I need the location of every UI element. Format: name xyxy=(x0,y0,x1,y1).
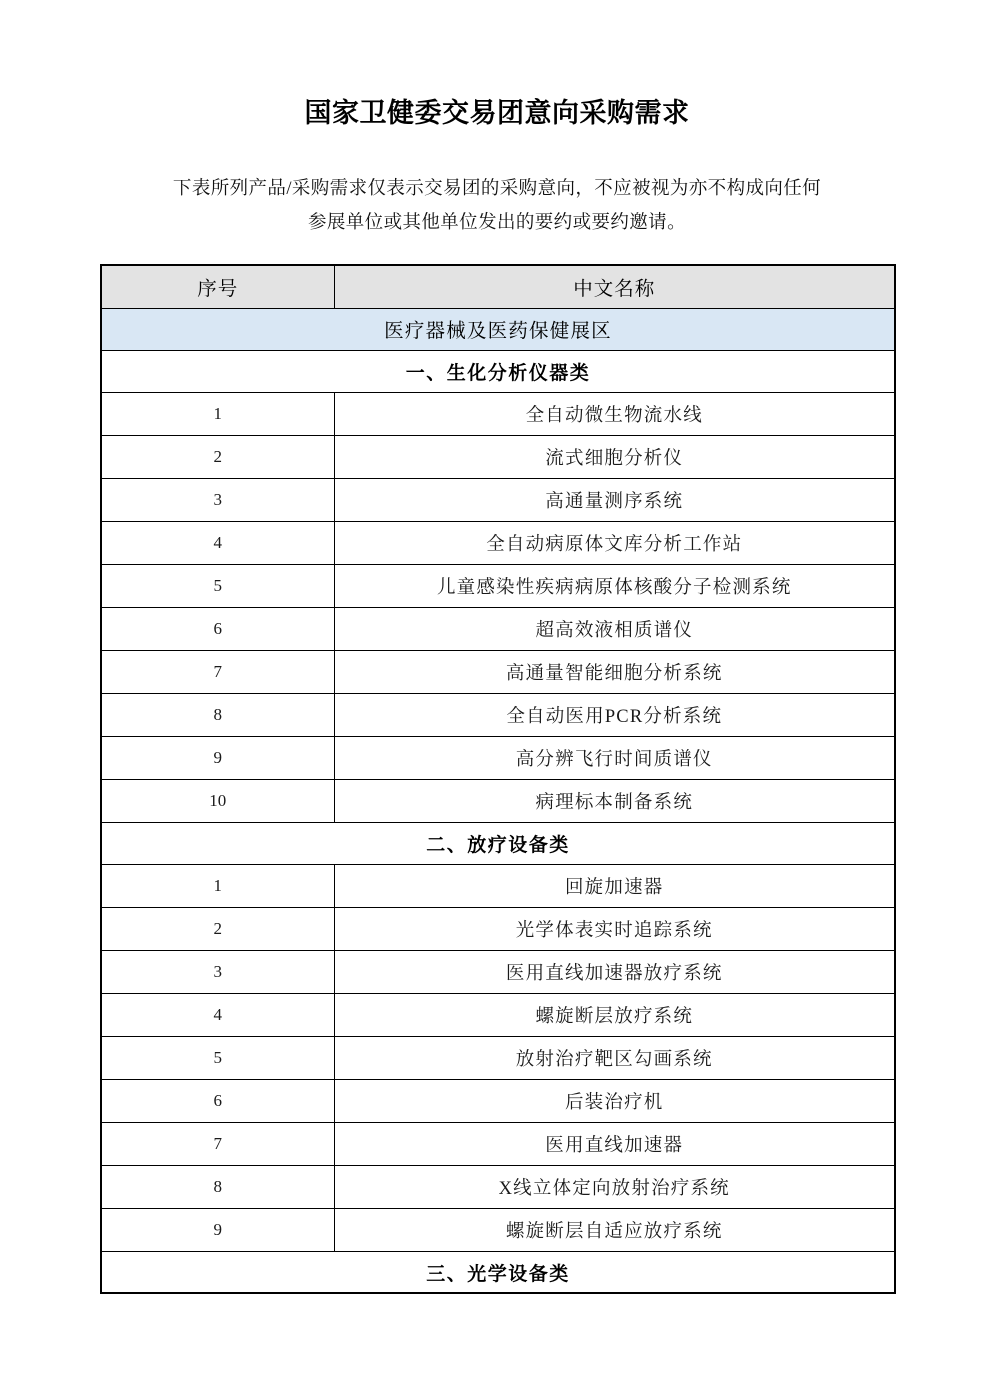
row-product-name: 全自动医用PCR分析系统 xyxy=(334,693,895,736)
row-product-name: 光学体表实时追踪系统 xyxy=(334,907,895,950)
row-index: 8 xyxy=(101,693,334,736)
row-product-name: 医用直线加速器 xyxy=(334,1122,895,1165)
table-row xyxy=(101,564,895,607)
table-row xyxy=(101,521,895,564)
row-product-name: X线立体定向放射治疗系统 xyxy=(334,1165,895,1208)
table-row xyxy=(101,650,895,693)
table-body xyxy=(101,265,895,1293)
row-product-name: 儿童感染性疾病病原体核酸分子检测系统 xyxy=(334,564,895,607)
table-header-row xyxy=(101,265,895,308)
row-product-name: 高通量测序系统 xyxy=(334,478,895,521)
row-index: 3 xyxy=(101,950,334,993)
table-row xyxy=(101,1165,895,1208)
row-index: 7 xyxy=(101,1122,334,1165)
table-row xyxy=(101,435,895,478)
table-row xyxy=(101,1208,895,1251)
row-index: 1 xyxy=(101,864,334,907)
table-row xyxy=(101,693,895,736)
intro-line-1: 下表所列产品/采购需求仅表示交易团的采购意向，不应被视为亦不构成向任何 xyxy=(172,179,822,200)
row-index: 2 xyxy=(101,907,334,950)
row-index: 3 xyxy=(101,478,334,521)
row-product-name: 病理标本制备系统 xyxy=(334,779,895,822)
row-index: 2 xyxy=(101,435,334,478)
intro-paragraph xyxy=(105,172,889,240)
requirements-table xyxy=(100,264,896,1294)
row-index: 5 xyxy=(101,1036,334,1079)
intro-line-2: 参展单位或其他单位发出的要约或要约邀请。 xyxy=(307,213,686,234)
table-row xyxy=(101,1079,895,1122)
row-product-name: 回旋加速器 xyxy=(334,864,895,907)
row-index: 9 xyxy=(101,1208,334,1251)
category-heading-row xyxy=(101,822,895,864)
row-index: 5 xyxy=(101,564,334,607)
row-product-name: 螺旋断层自适应放疗系统 xyxy=(334,1208,895,1251)
table-row xyxy=(101,1036,895,1079)
row-product-name: 流式细胞分析仪 xyxy=(334,435,895,478)
column-header-name: 中文名称 xyxy=(334,265,895,308)
category-heading-label: 三、光学设备类 xyxy=(101,1251,895,1293)
requirements-table-container xyxy=(100,264,894,1294)
table-row xyxy=(101,864,895,907)
row-product-name: 高通量智能细胞分析系统 xyxy=(334,650,895,693)
table-row xyxy=(101,779,895,822)
category-heading-row xyxy=(101,1251,895,1293)
row-product-name: 后装治疗机 xyxy=(334,1079,895,1122)
table-row xyxy=(101,1122,895,1165)
row-index: 10 xyxy=(101,779,334,822)
column-header-index: 序号 xyxy=(101,265,334,308)
table-row xyxy=(101,478,895,521)
row-product-name: 医用直线加速器放疗系统 xyxy=(334,950,895,993)
table-row xyxy=(101,950,895,993)
table-row xyxy=(101,993,895,1036)
category-heading-label: 二、放疗设备类 xyxy=(101,822,895,864)
row-product-name: 全自动病原体文库分析工作站 xyxy=(334,521,895,564)
page-title: 国家卫健委交易团意向采购需求 xyxy=(304,98,690,129)
category-heading-row xyxy=(101,350,895,392)
table-row xyxy=(101,736,895,779)
row-product-name: 全自动微生物流水线 xyxy=(334,392,895,435)
row-index: 4 xyxy=(101,521,334,564)
table-row xyxy=(101,392,895,435)
row-product-name: 高分辨飞行时间质谱仪 xyxy=(334,736,895,779)
row-index: 7 xyxy=(101,650,334,693)
table-row xyxy=(101,907,895,950)
row-index: 9 xyxy=(101,736,334,779)
row-index: 8 xyxy=(101,1165,334,1208)
row-product-name: 螺旋断层放疗系统 xyxy=(334,993,895,1036)
exhibition-zone-row xyxy=(101,308,895,350)
exhibition-zone-label: 医疗器械及医药保健展区 xyxy=(101,308,895,350)
category-heading-label: 一、生化分析仪器类 xyxy=(101,350,895,392)
row-index: 1 xyxy=(101,392,334,435)
row-product-name: 超高效液相质谱仪 xyxy=(334,607,895,650)
row-product-name: 放射治疗靶区勾画系统 xyxy=(334,1036,895,1079)
table-row xyxy=(101,607,895,650)
row-index: 4 xyxy=(101,993,334,1036)
row-index: 6 xyxy=(101,1079,334,1122)
row-index: 6 xyxy=(101,607,334,650)
